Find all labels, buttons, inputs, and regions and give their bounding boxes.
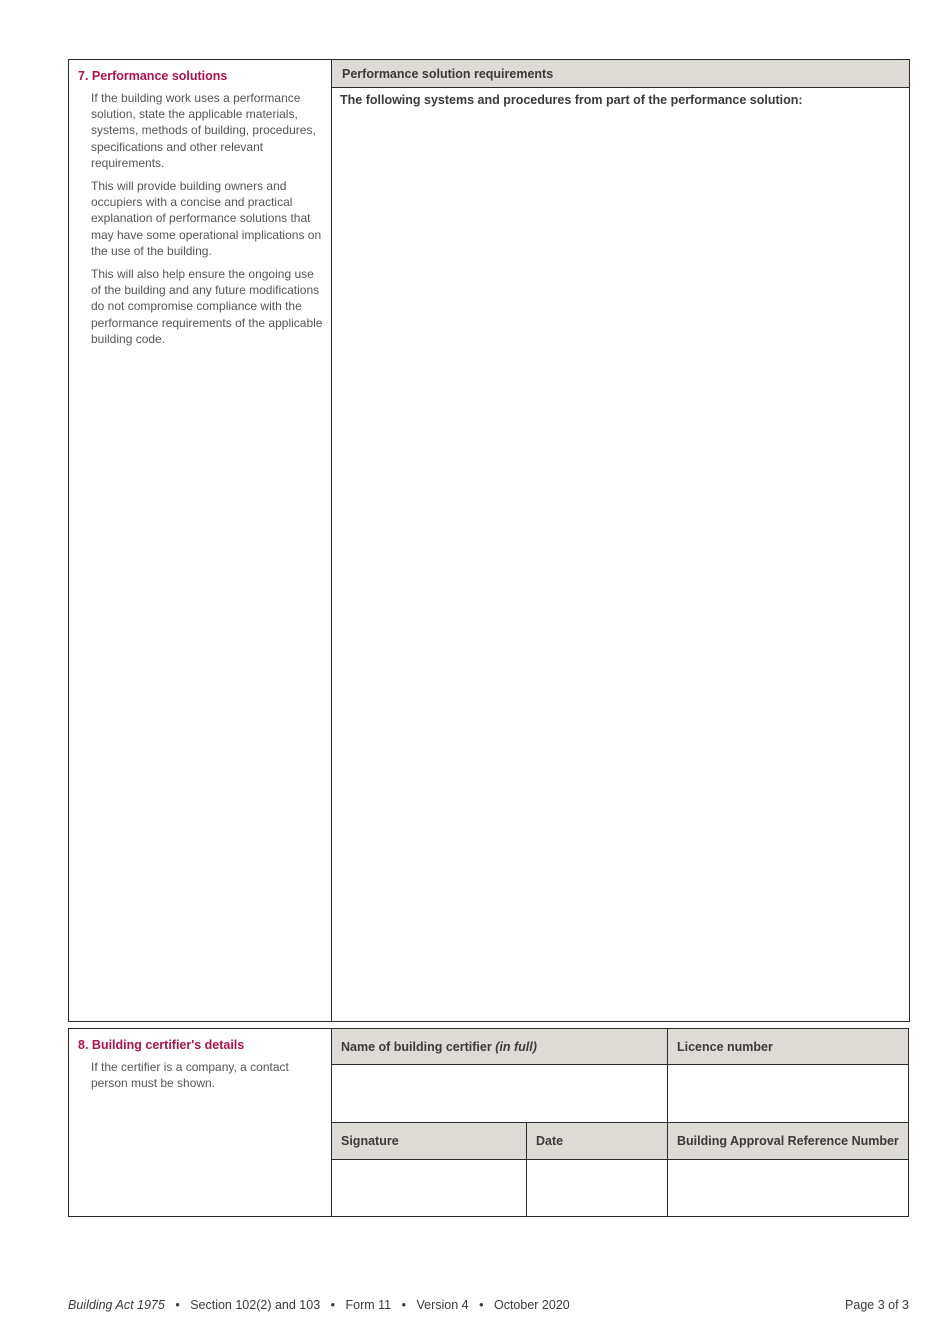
footer-separator: • [330,1298,336,1312]
signature-field[interactable] [332,1160,527,1216]
section-7-title-text: Performance solutions [91,69,228,83]
licence-number-label: Licence number [677,1039,773,1054]
date-field[interactable] [527,1160,668,1216]
signature-label: Signature [341,1134,399,1148]
footer-separator: • [479,1298,484,1312]
section-7-left-panel [69,60,332,1021]
requirements-header-label: Performance solution requirements [342,66,554,81]
performance-solution-requirements-header [332,60,909,88]
section-7-title [78,69,227,83]
section-7-paragraph-3: This will also help ensure the ongoing use of the building and any future modifications do not compromise compliance with the performance requirements of the applicable building code. [91,267,323,346]
footer-form: Form 11 [345,1298,392,1312]
section-7-description [91,90,323,354]
column-divider [667,1123,668,1216]
section-7-paragraph-1: If the building work uses a performance solution, state the applicable materials, systems, methods of building, procedures, specifications and other relevant requirements. [91,91,316,170]
column-divider [526,1123,527,1216]
footer-page-number: Page 3 of 3 [845,1298,909,1312]
licence-number-field[interactable] [668,1065,908,1123]
signature-header [332,1123,527,1160]
section-8-title [78,1038,244,1052]
footer-left [68,1298,570,1312]
section-7-number: 7. [78,69,89,83]
performance-solution-answer-field[interactable] [333,112,909,1020]
building-approval-reference-field[interactable] [668,1160,908,1216]
certifier-name-label: Name of building certifier [341,1039,492,1054]
performance-solution-intro: The following systems and procedures from part of the performance solution: [340,93,803,107]
column-divider [667,1029,668,1123]
section-8-left-panel [69,1029,332,1216]
footer-separator: • [401,1298,407,1312]
certifier-name-field[interactable] [332,1065,668,1123]
footer-act: Building Act 1975 [68,1298,165,1312]
section-7-paragraph-2: This will provide building owners and occupiers with a concise and practical explanation of performance solutions that may have some operational implications on the use of the building. [91,179,322,258]
footer-date: October 2020 [493,1298,570,1312]
section-8-building-certifier [68,1028,909,1217]
section-8-title-text: Building certifier's details [91,1038,245,1052]
section-8-description: If the certifier is a company, a contact person must be shown. [91,1060,289,1091]
section-8-number: 8. [78,1038,89,1052]
certifier-name-label-suffix: (in full) [495,1039,537,1054]
footer-version: Version 4 [416,1298,469,1312]
section-7-performance-solutions [68,59,910,1022]
footer-section: Section 102(2) and 103 [190,1298,321,1312]
footer-separator: • [175,1298,180,1312]
date-label: Date [536,1134,564,1148]
certifier-name-header [332,1029,668,1065]
building-approval-reference-label: Building Approval Reference Number [677,1134,899,1148]
date-header [527,1123,668,1160]
licence-number-header [668,1029,908,1065]
building-approval-reference-header [668,1123,908,1160]
